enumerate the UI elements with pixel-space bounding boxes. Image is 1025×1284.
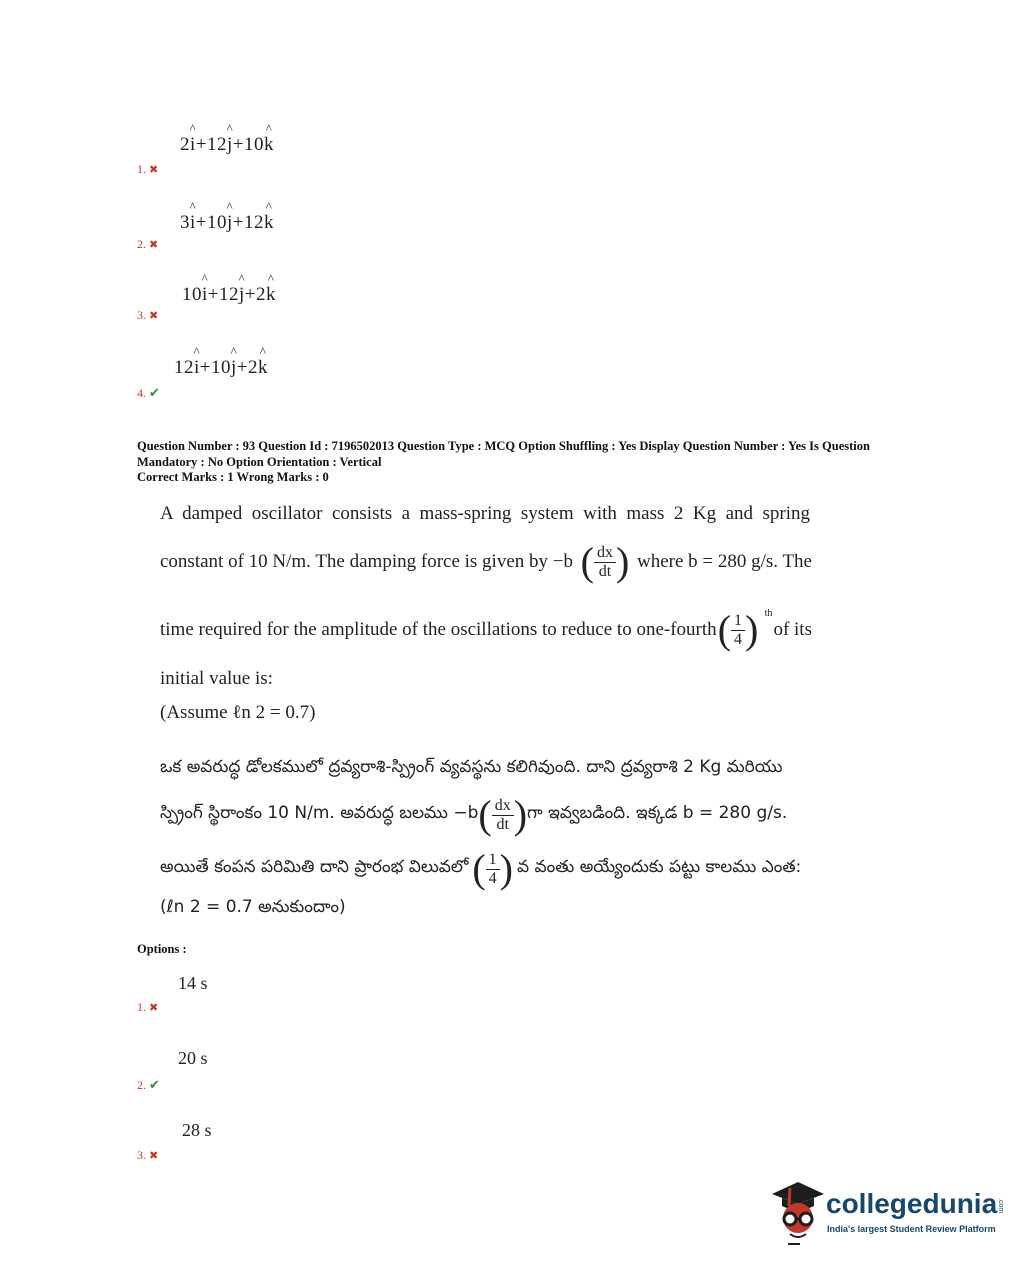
option-2-number: 2. ✔: [137, 1077, 160, 1092]
logo-wordmark: collegedunia.com: [826, 1188, 1005, 1219]
question-te-line-4: (ℓn 2 = 0.7 అనుకుందాం): [160, 897, 346, 917]
question-meta-line-1: Question Number : 93 Question Id : 7196502013 Question Type : MCQ Option Shuffling : Yes Display Question Number : Yes Is Question: [137, 439, 870, 453]
prev-option-2-number: 2. ✖: [137, 237, 159, 251]
question-en-line-4: initial value is:: [160, 668, 273, 689]
student-mascot-icon: [768, 1176, 826, 1246]
option-1-text: 14 s: [178, 973, 208, 993]
correct-mark-icon: ✔: [149, 1077, 160, 1092]
quarter-fraction: ( $\frac{1}{4}$ ) th: [717, 607, 773, 652]
question-te-line-2: స్ప్రింగ్ స్థిరాంకం 10 N/m. అవరుద్ధ బలము −b ( $\frac{dx}{dt}$ ) గా ఇవ్వబడింది. ఇక్కడ b = 280 g/s.: [160, 792, 788, 837]
prev-option-3-number: 3. ✖: [137, 308, 159, 322]
damping-fraction: ( $\frac{dx}{dt}$ ): [580, 539, 630, 584]
wrong-mark-icon: ✖: [149, 239, 159, 251]
option-1-number: 1. ✖: [137, 1000, 159, 1014]
prev-option-4-number: 4. ✔: [137, 385, 160, 400]
wrong-mark-icon: ✖: [149, 1150, 159, 1162]
correct-mark-icon: ✔: [149, 385, 160, 400]
wrong-mark-icon: ✖: [149, 164, 159, 176]
question-te-line-1: ఒక అవరుద్ధ డోలకములో ద్రవ్యరాశి-స్ప్రింగ్ వ్యవస్థను కలిగివుంది. దాని ద్రవ్యరాశి 2 Kg మరియు: [160, 757, 783, 777]
logo-tagline: India's largest Student Review Platform: [827, 1224, 996, 1234]
question-te-line-3: అయితే కంపన పరిమితి దాని ప్రారంభ విలువలో ( $\frac{1}{4}$ ) వ వంతు అయ్యేందుకు పట్టు కాలము ఎంత:: [160, 846, 802, 891]
question-en-line-3: time required for the amplitude of the oscillations to reduce to one-fourth ( $\frac{1}{4}$ ) th of its: [160, 607, 812, 652]
question-en-line-5: (Assume ℓn 2 = 0.7): [160, 702, 316, 723]
collegedunia-logo: [768, 1176, 1008, 1246]
prev-option-2-value: 3^ i+10^ j+12^ k: [180, 212, 274, 234]
te-quarter-fraction: ( $\frac{1}{4}$ ): [472, 846, 513, 891]
question-meta: [137, 439, 897, 486]
option-2-text: 20 s: [178, 1048, 208, 1068]
prev-option-4-value: 12^ i+10^ j+2^ k: [174, 357, 268, 379]
question-en-line-1: A damped oscillator consists a mass-spring system with mass 2 Kg and spring: [160, 503, 810, 524]
question-meta-line-2: Mandatory : No Option Orientation : Vertical: [137, 454, 382, 469]
option-3-text: 28 s: [182, 1120, 212, 1140]
question-meta-line-3: Correct Marks : 1 Wrong Marks : 0: [137, 470, 329, 484]
option-3-number: 3. ✖: [137, 1148, 159, 1162]
wrong-mark-icon: ✖: [149, 310, 159, 322]
options-label: Options :: [137, 942, 187, 956]
prev-option-1-number: 1. ✖: [137, 162, 159, 176]
wrong-mark-icon: ✖: [149, 1002, 159, 1014]
prev-option-3-value: 10^ i+12^ j+2^ k: [182, 284, 276, 306]
prev-option-1-value: 2^ i+12^ j+10^ k: [180, 134, 274, 156]
question-en-line-2: constant of 10 N/m. The damping force is given by −b ( $\frac{dx}{dt}$ ) where b = 280 g/s. The: [160, 539, 812, 584]
te-damping-fraction: ( $\frac{dx}{dt}$ ): [478, 792, 528, 837]
